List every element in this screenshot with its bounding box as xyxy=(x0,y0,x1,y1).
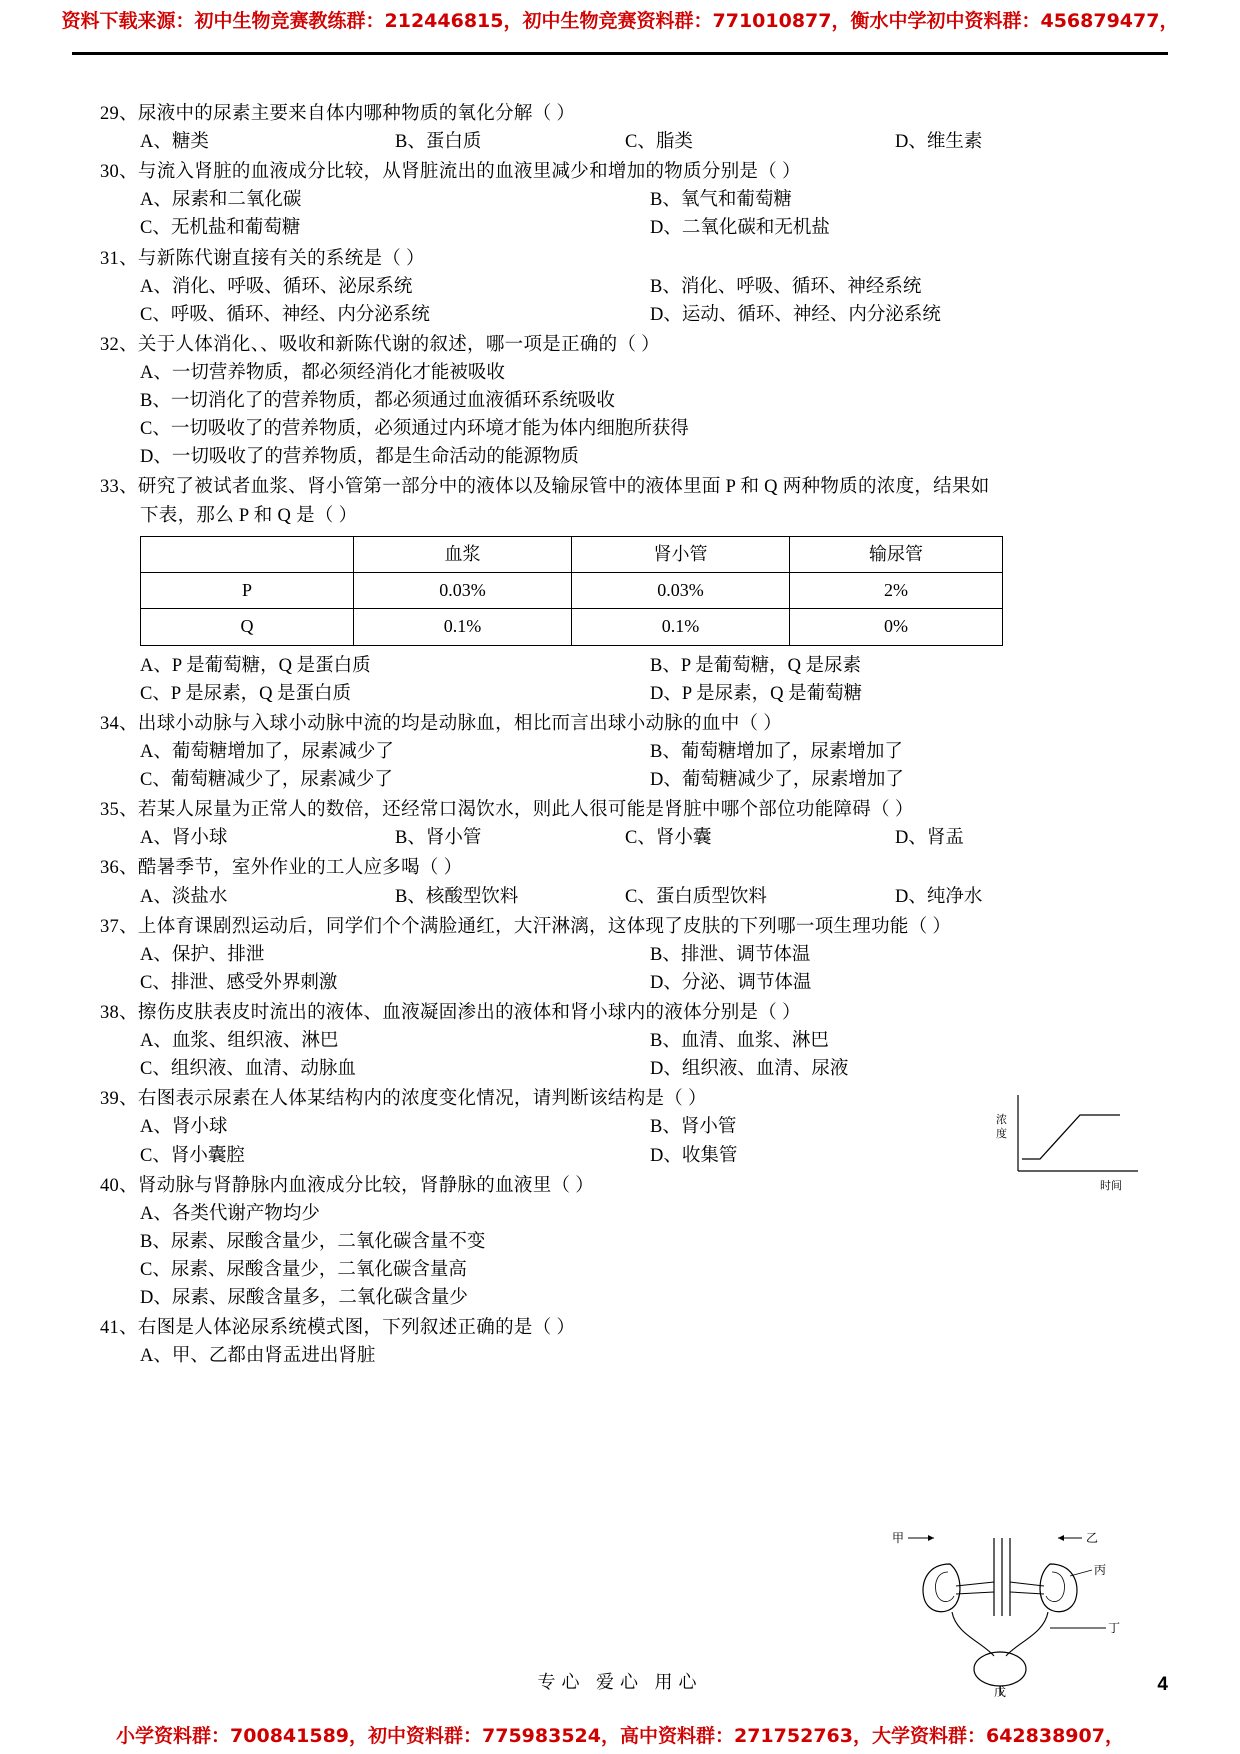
question-40-option-a xyxy=(140,1200,1150,1228)
page-number: 4 xyxy=(1157,1674,1168,1695)
question-41-stem: 41、右图是人体泌尿系统模式图，下列叙述正确的是（ ） xyxy=(100,1318,576,1339)
question-39-stem: 39、右图表示尿素在人体某结构内的浓度变化情况，请判断该结构是（ ） xyxy=(100,1089,707,1110)
option-a[interactable]: A、肾小球 xyxy=(140,1117,228,1138)
option-b[interactable]: B、排泄、调节体温 xyxy=(650,944,811,965)
option-a[interactable]: A、淡盐水 xyxy=(140,886,228,907)
cell-q-tubule: 0.1% xyxy=(572,609,790,645)
question-32-option-d xyxy=(140,443,1150,471)
option-d[interactable]: D、纯净水 xyxy=(895,886,983,907)
option-c[interactable]: C、蛋白质型饮料 xyxy=(625,886,767,907)
option-a[interactable]: A、保护、排泄 xyxy=(140,944,265,965)
question-35-stem: 35、若某人尿量为正常人的数倍，还经常口渴饮水，则此人很可能是肾脏中哪个部位功能障碍（ ） xyxy=(100,800,914,821)
question-30 xyxy=(100,158,1150,242)
question-29-options xyxy=(140,128,1150,156)
question-37-options-row1 xyxy=(140,941,1150,969)
option-a[interactable]: A、葡萄糖增加了，尿素减少了 xyxy=(140,742,394,763)
option-a[interactable]: A、肾小球 xyxy=(140,828,228,849)
header-banner: 资料下载来源：初中生物竞赛教练群：212446815，初中生物竞赛资料群：771010877，衡水中学初中资料群：456879477， xyxy=(61,10,1179,32)
question-36-stem: 36、酷暑季节，室外作业的工人应多喝（ ） xyxy=(100,858,463,879)
svg-text:戊: 戊 xyxy=(994,1685,1007,1699)
option-d[interactable]: D、肾盂 xyxy=(895,828,964,849)
option-b[interactable]: B、核酸型饮料 xyxy=(395,886,519,907)
cell-p-plasma: 0.03% xyxy=(354,573,572,609)
question-38-options-row1 xyxy=(140,1027,1150,1055)
question-35-options xyxy=(140,824,1150,852)
question-33-options-row1 xyxy=(140,652,1150,680)
question-40-stem: 40、肾动脉与肾静脉内血液成分比较，肾静脉的血液里（ ） xyxy=(100,1175,595,1196)
question-34-options-row1 xyxy=(140,738,1150,766)
option-d[interactable]: D、组织液、血清、尿液 xyxy=(650,1059,849,1080)
option-c[interactable]: C、P 是尿素，Q 是蛋白质 xyxy=(140,683,352,704)
option-d[interactable]: D、葡萄糖减少了，尿素增加了 xyxy=(650,770,904,791)
question-32-option-a xyxy=(140,359,1150,387)
question-38-options-row2 xyxy=(140,1055,1150,1083)
concentration-time-graph-figure xyxy=(980,1085,1155,1195)
question-37-options-row2 xyxy=(140,969,1150,997)
svg-text:丙: 丙 xyxy=(1094,1563,1107,1577)
option-b[interactable]: B、肾小管 xyxy=(395,828,482,849)
option-c[interactable]: C、肾小囊 xyxy=(625,828,712,849)
option-a[interactable]: A、P 是葡萄糖，Q 是蛋白质 xyxy=(140,655,371,676)
option-d[interactable]: D、尿素、尿酸含量多，二氧化碳含量少 xyxy=(140,1288,468,1309)
option-b[interactable]: B、肾小管 xyxy=(650,1117,737,1138)
question-31 xyxy=(100,245,1150,329)
question-35 xyxy=(100,796,1150,852)
question-37 xyxy=(100,913,1150,997)
table-row xyxy=(141,609,1003,645)
option-c[interactable]: C、排泄、感受外界刺激 xyxy=(140,972,338,993)
table-row xyxy=(141,573,1003,609)
question-31-stem: 31、与新陈代谢直接有关的系统是（ ） xyxy=(100,248,425,269)
option-b[interactable]: B、一切消化了的营养物质，都必须通过血液循环系统吸收 xyxy=(140,391,615,412)
question-34-stem: 34、出球小动脉与入球小动脉中流的均是动脉血，相比而言出球小动脉的血中（ ） xyxy=(100,713,783,734)
cell-p-ureter: 2% xyxy=(790,573,1003,609)
table-header-ureter: 输尿管 xyxy=(790,536,1003,572)
question-30-options-row2 xyxy=(140,214,1150,242)
question-40-option-b xyxy=(140,1228,1150,1256)
question-29-stem: 29、尿液中的尿素主要来自体内哪种物质的氧化分解（ ） xyxy=(100,104,576,124)
option-c[interactable]: C、葡萄糖减少了，尿素减少了 xyxy=(140,770,393,791)
option-c[interactable]: C、无机盐和葡萄糖 xyxy=(140,218,301,239)
question-29 xyxy=(100,100,1150,156)
svg-text:浓: 浓 xyxy=(996,1113,1007,1127)
question-31-options-row2 xyxy=(140,301,1150,329)
svg-text:丁: 丁 xyxy=(1108,1621,1121,1635)
option-d[interactable]: D、二氧化碳和无机盐 xyxy=(650,218,830,239)
question-30-stem: 30、与流入肾脏的血液成分比较，从肾脏流出的血液里减少和增加的物质分别是（ ） xyxy=(100,162,801,183)
option-d[interactable]: D、运动、循环、神经、内分泌系统 xyxy=(650,304,941,325)
option-c[interactable]: C、组织液、血清、动脉血 xyxy=(140,1059,356,1080)
cell-q-ureter: 0% xyxy=(790,609,1003,645)
footer-banner: 小学资料群：700841589，初中资料群：775983524，高中资料群：271752763，大学资料群：642838907， xyxy=(116,1725,1124,1747)
option-b[interactable]: B、蛋白质 xyxy=(395,132,482,153)
option-a[interactable]: A、糖类 xyxy=(140,132,209,153)
svg-text:度: 度 xyxy=(996,1127,1007,1141)
question-37-stem: 37、上体育课剧烈运动后，同学们个个满脸通红，大汗淋漓，这体现了皮肤的下列哪一项生理功能（ ） xyxy=(100,916,952,937)
table-header-tubule: 肾小管 xyxy=(572,536,790,572)
option-d[interactable]: D、分泌、调节体温 xyxy=(650,972,812,993)
option-c[interactable]: C、一切吸收了的营养物质，必须通过内环境才能为体内细胞所获得 xyxy=(140,419,689,440)
svg-text:乙: 乙 xyxy=(1086,1531,1099,1545)
option-b[interactable]: B、尿素、尿酸含量少，二氧化碳含量不变 xyxy=(140,1231,486,1252)
question-33-stem-line2: 下表，那么 P 和 Q 是（ ） xyxy=(140,505,358,526)
question-32 xyxy=(100,331,1150,472)
question-32-stem: 32、关于人体消化、、吸收和新陈代谢的叙述，哪一项是正确的（ ） xyxy=(100,334,660,355)
option-a[interactable]: A、甲、乙都由肾盂进出肾脏 xyxy=(140,1346,376,1367)
cell-q-label: Q xyxy=(141,609,354,645)
option-b[interactable]: B、血清、血浆、淋巴 xyxy=(650,1031,829,1052)
option-b[interactable]: B、消化、呼吸、循环、神经系统 xyxy=(650,276,922,297)
option-a[interactable]: A、各类代谢产物均少 xyxy=(140,1203,320,1224)
footer-slogan: 专心 爱心 用心 xyxy=(537,1672,703,1692)
option-a[interactable]: A、消化、呼吸、循环、泌尿系统 xyxy=(140,276,413,297)
option-b[interactable]: B、P 是葡萄糖，Q 是尿素 xyxy=(650,655,862,676)
question-32-option-b xyxy=(140,387,1150,415)
question-41 xyxy=(100,1314,1150,1370)
question-36 xyxy=(100,854,1150,910)
option-a[interactable]: A、尿素和二氧化碳 xyxy=(140,190,302,211)
question-30-options-row1 xyxy=(140,186,1150,214)
option-d[interactable]: D、P 是尿素，Q 是葡萄糖 xyxy=(650,683,863,704)
question-33-table xyxy=(140,536,1003,646)
question-38-stem: 38、擦伤皮肤表皮时流出的液体、血液凝固渗出的液体和肾小球内的液体分别是（ ） xyxy=(100,1003,801,1024)
question-content xyxy=(100,100,1150,1372)
question-31-options-row1 xyxy=(140,273,1150,301)
table-header-blank xyxy=(141,536,354,572)
cell-p-label: P xyxy=(141,573,354,609)
question-40-option-d xyxy=(140,1284,1150,1312)
option-c[interactable]: C、脂类 xyxy=(625,132,693,153)
table-header-plasma: 血浆 xyxy=(354,536,572,572)
option-c[interactable]: C、肾小囊腔 xyxy=(140,1145,245,1166)
option-d[interactable]: D、维生素 xyxy=(895,132,983,153)
option-a[interactable]: A、一切营养物质，都必须经消化才能被吸收 xyxy=(140,362,505,383)
cell-q-plasma: 0.1% xyxy=(354,609,572,645)
option-d[interactable]: D、一切吸收了的营养物质，都是生命活动的能源物质 xyxy=(140,447,579,468)
option-a[interactable]: A、血浆、组织液、淋巴 xyxy=(140,1031,339,1052)
question-40-option-c xyxy=(140,1256,1150,1284)
question-32-option-c xyxy=(140,415,1150,443)
svg-text:时间: 时间 xyxy=(1100,1179,1122,1193)
question-33-options-row2 xyxy=(140,680,1150,708)
option-d[interactable]: D、收集管 xyxy=(650,1145,738,1166)
question-34 xyxy=(100,710,1150,794)
option-b[interactable]: B、葡萄糖增加了，尿素增加了 xyxy=(650,742,903,763)
question-38 xyxy=(100,999,1150,1083)
option-c[interactable]: C、呼吸、循环、神经、内分泌系统 xyxy=(140,304,430,325)
option-c[interactable]: C、尿素、尿酸含量少，二氧化碳含量高 xyxy=(140,1260,467,1281)
question-34-options-row2 xyxy=(140,766,1150,794)
table-header-row xyxy=(141,536,1003,572)
cell-p-tubule: 0.03% xyxy=(572,573,790,609)
question-41-option-a xyxy=(140,1342,1150,1370)
question-33-stem-line1: 33、研究了被试者血浆、肾小管第一部分中的液体以及输尿管中的液体里面 P 和 Q 两种物质的浓度，结果如 xyxy=(100,477,990,498)
question-33 xyxy=(100,473,1150,708)
svg-text:甲: 甲 xyxy=(892,1531,905,1545)
question-36-options xyxy=(140,883,1150,911)
header-divider xyxy=(72,52,1168,55)
option-b[interactable]: B、氧气和葡萄糖 xyxy=(650,190,792,211)
